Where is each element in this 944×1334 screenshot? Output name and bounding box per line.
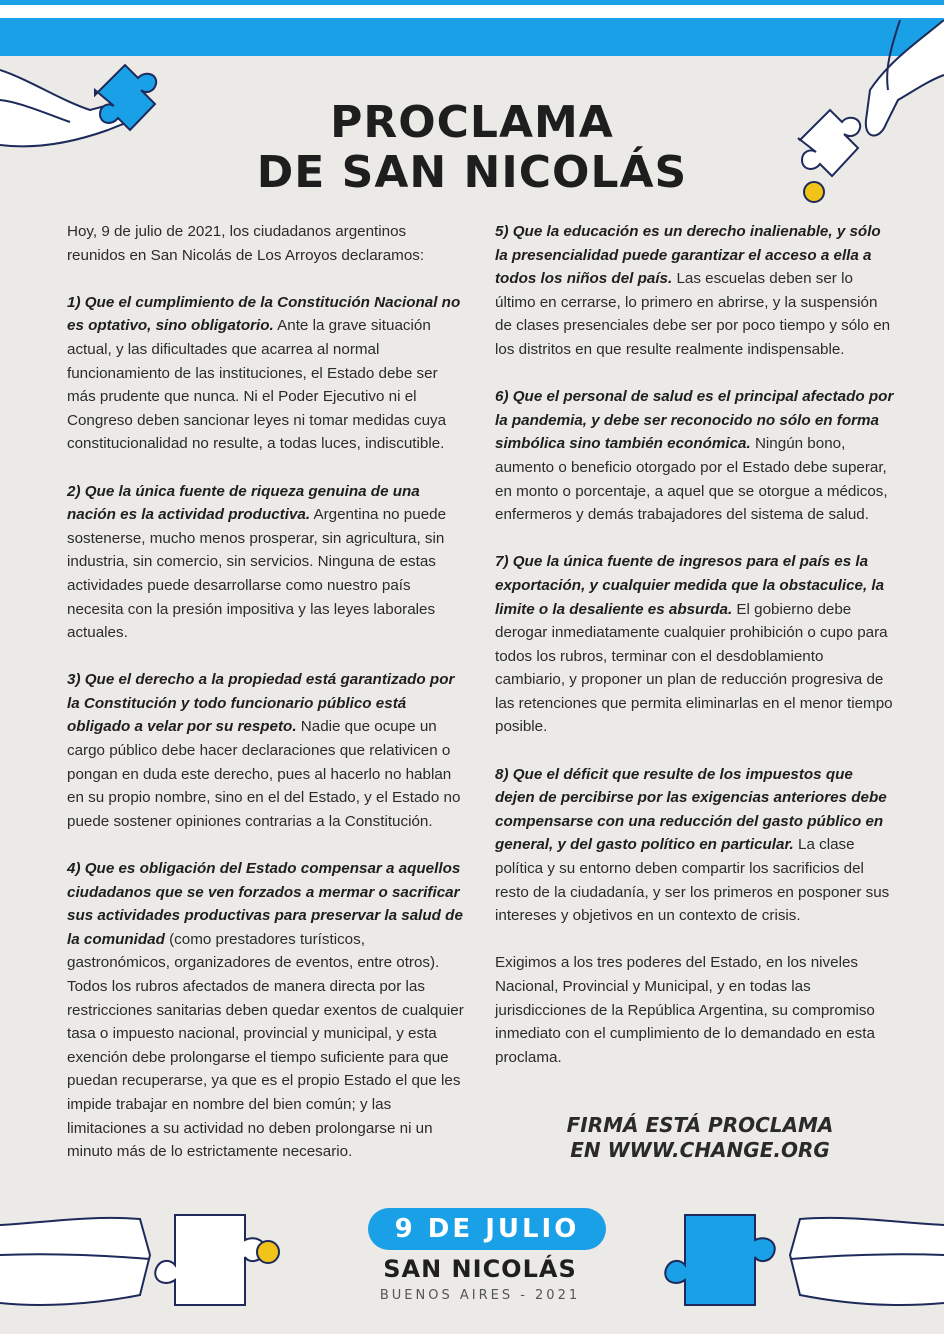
closing-paragraph: Exigimos a los tres poderes del Estado, en los niveles Nacional, Provincial y Municipal, y en todas las jurisdicciones de la República Argentina, su compromiso inmediato con el cumplimiento de lo demandado en esta proclama. xyxy=(495,954,875,1066)
left-column xyxy=(67,220,467,1187)
hand-puzzle-white-bottom-icon xyxy=(0,1195,290,1334)
point-8-heading: 8) Que el déficit que resulte de los impuestos que dejen de percibirse por las exigencias anteriores debe compensarse con una reducción del gasto público en general, y del gasto político en particular. xyxy=(495,765,887,854)
title-line-1: PROCLAMA xyxy=(330,97,614,148)
point-7-body: El gobierno debe derogar inmediatamente cualquier prohibición o cupo para todos los rubros, terminar con el desdoblamiento cambiario, y proponer un plan de reducción progresiva de las retenciones que permita eliminarlas en el menor tiempo posible. xyxy=(495,600,893,736)
point-8 xyxy=(495,763,895,928)
point-6-heading: 6) Que el personal de salud es el principal afectado por la pandemia, y debe ser reconocido no sólo en forma simbólica sino también económica. xyxy=(495,388,894,453)
point-4-body: (como prestadores turísticos, gastronómicos, organizadores de eventos, entre otros). Todos los rubros afectados de manera directa por las restricciones sanitarias deben quedar exentos de cualquier tasa o impuesto nacional, provincial y municipal, y esta exención debe prolongarse el tiempo suficiente para que puedan recuperarse, ya que es el propio Estado el que les impide trabajar en nombre del bien común; y las limitaciones a su actividad no deben prolongarse ni un minuto más de lo estrictamente necesario. xyxy=(67,930,464,1161)
sign-call-to-action xyxy=(520,1113,880,1163)
point-5-body: Las escuelas deben ser lo último en cerrarse, lo primero en abrirse, y la suspensión de clases presenciales debe ser por poco tiempo y sólo en los distritos en que resulte realmente indispensable. xyxy=(495,270,891,358)
point-7 xyxy=(495,550,895,739)
point-1 xyxy=(67,291,467,456)
right-column xyxy=(495,220,895,1093)
point-2-body: Argentina no puede sostenerse, mucho menos prosperar, sin agricultura, sin industria, sin comercio, sin servicios. Ninguna de estas actividades puede desarrollarse como nuestro país necesita con la presión impositiva y las leyes laborales actuales. xyxy=(67,506,447,642)
point-2 xyxy=(67,480,467,645)
cta-line-2: EN WWW.CHANGE.ORG xyxy=(570,1138,830,1162)
point-6-body: Ningún bono, aumento o beneficio otorgado por el Estado debe superar, en monto o porcentaje, a aquel que se otorgue a médicos, enfermeros y demás trabajadores del sistema de salud. xyxy=(495,435,888,524)
place-subtitle: BUENOS AIRES - 2021 xyxy=(379,1288,581,1303)
point-2-heading: 2) Que la única fuente de riqueza genuina de una nación es la actividad productiva. xyxy=(67,482,420,524)
date-badge: 9 DE JULIO xyxy=(368,1208,606,1250)
point-1-body: Ante la grave situación actual, y las dificultades que acarrea al normal funcionamiento de las instituciones, el Estado debe ser más prudente que nunca. Ni el Poder Ejecutivo ni el Congreso deben sancionar leyes ni tomar medidas cuya constitucionalidad no resulte, a todas luces, indiscutible. xyxy=(67,317,447,453)
hand-puzzle-blue-bottom-icon xyxy=(660,1195,944,1334)
point-3-body: Nadie que ocupe un cargo público debe hacer declaraciones que relativicen o pongan en duda este derecho, pues al hacerlo no hablan en su propio nombre, sino en el del Estado, y el Estado no puede sostener opiniones contrarias a la Constitución. xyxy=(67,718,461,830)
point-7-heading: 7) Que la única fuente de ingresos para el país es la exportación, y cualquier medida que la obstaculice, la limite o la desaliente es absurda. xyxy=(495,553,885,618)
point-3 xyxy=(67,668,467,833)
point-1-heading: 1) Que el cumplimiento de la Constitución Nacional no es optativo, sino obligatorio. xyxy=(67,293,461,335)
cta-line-1: FIRMÁ ESTÁ PROCLAMA xyxy=(566,1113,834,1137)
place-name: SAN NICOLÁS xyxy=(383,1255,577,1283)
intro-paragraph: Hoy, 9 de julio de 2021, los ciudadanos argentinos reunidos en San Nicolás de Los Arroyos declaramos: xyxy=(67,223,425,264)
point-5-heading: 5) Que la educación es un derecho inalienable, y sólo la presencialidad puede garantizar el acceso a ella a todos los niños del país. xyxy=(495,223,881,288)
flag-stripe-white xyxy=(0,5,944,18)
point-4 xyxy=(67,857,467,1164)
point-3-heading: 3) Que el derecho a la propiedad está garantizado por la Constitución y todo funcionario público está obligado a velar por su respeto. xyxy=(67,671,455,736)
page-title xyxy=(0,98,944,198)
title-line-2: DE SAN NICOLÁS xyxy=(256,147,688,198)
point-6 xyxy=(495,385,895,527)
point-8-body: La clase política y su entorno deben compartir los sacrificios del resto de la ciudadanía, y ser los primeros en posponer sus intereses y objetivos en un contexto de crisis. xyxy=(495,836,890,925)
point-5 xyxy=(495,220,895,362)
point-4-heading: 4) Que es obligación del Estado compensar a aquellos ciudadanos que se ven forzados a mermar o sacrificar sus actividades productivas para preservar la salud de la comunidad xyxy=(67,860,463,948)
